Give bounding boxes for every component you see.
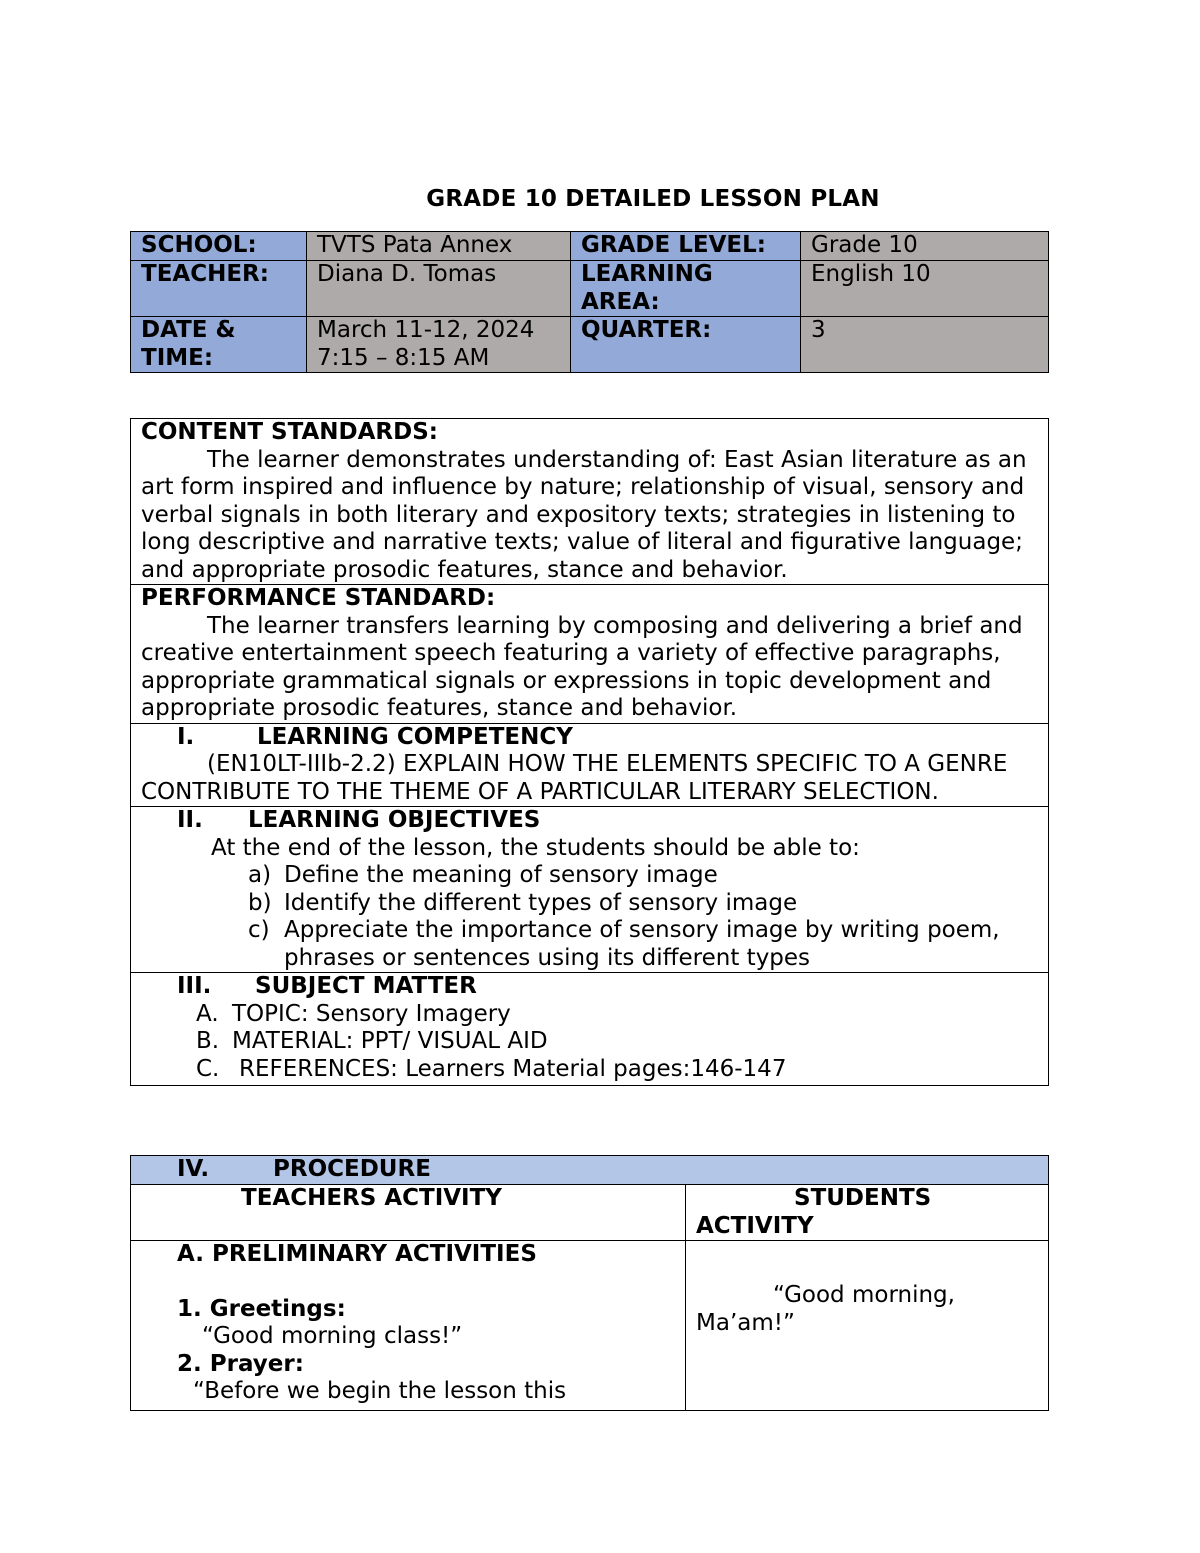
performance-standard-heading: PERFORMANCE STANDARD: — [141, 585, 496, 611]
quarter-value: 3 — [801, 317, 1049, 373]
content-standards-heading: CONTENT STANDARDS: — [141, 419, 439, 445]
learning-objectives-row — [131, 807, 1049, 973]
list-item: B. MATERIAL: PPT/ VISUAL AID — [196, 1028, 548, 1054]
info-table — [130, 231, 1049, 373]
school-value: TVTS Pata Annex — [307, 232, 571, 261]
date-time-label: DATE & TIME: — [131, 317, 307, 373]
learning-area-value: English 10 — [801, 261, 1049, 317]
learning-area-label: LEARNING AREA: — [571, 261, 801, 317]
objectives-intro: At the end of the lesson, the students should be able to: — [211, 834, 860, 861]
procedure-table — [130, 1155, 1049, 1411]
grade-level-label: GRADE LEVEL: — [571, 232, 801, 261]
list-item: C. REFERENCES: Learners Material pages:146-147 — [196, 1055, 787, 1082]
procedure-columns-row — [131, 1185, 1049, 1241]
teachers-activity-header: TEACHERS ACTIVITY — [131, 1185, 686, 1241]
competency-line-1: (EN10LT-IIIb-2.2) EXPLAIN HOW THE ELEMENTS SPECIFIC TO A GENRE — [207, 751, 1008, 777]
subject-matter-row — [131, 973, 1049, 1086]
greetings-text: “Good morning class!” — [202, 1323, 463, 1349]
procedure-heading: IV. PROCEDURE — [131, 1156, 1049, 1185]
subject-matter-heading: III. SUBJECT MATTER — [177, 973, 477, 999]
procedure-header-row — [131, 1156, 1049, 1185]
prayer-heading: 2. Prayer: — [177, 1350, 304, 1377]
teacher-value: Diana D. Tomas — [307, 261, 571, 317]
performance-standard-row — [131, 585, 1049, 724]
learning-objectives-heading: II. LEARNING OBJECTIVES — [177, 807, 541, 833]
competency-line-2: CONTRIBUTE TO THE THEME OF A PARTICULAR LITERARY SELECTION. — [141, 778, 939, 805]
school-label: SCHOOL: — [131, 232, 307, 261]
learning-competency-row — [131, 723, 1049, 807]
preliminary-activities-heading: A. PRELIMINARY ACTIVITIES — [177, 1241, 537, 1267]
list-item: b) Identify the different types of sensory image — [248, 889, 798, 916]
list-item: a) Define the meaning of sensory image — [248, 862, 718, 888]
date-time-value: March 11-12, 2024 7:15 – 8:15 AM — [307, 317, 571, 373]
student-response: “Good morning, Ma’am!” — [686, 1241, 1049, 1411]
content-standards-body: The learner demonstrates understanding of: East Asian literature as an art form inspired and influence by nature; relationship of visual, sensory and verbal signals in both literary and expository texts; strategies in listening to long descriptive and narrative texts; value of literal and figurative language; and appropriate prosodic features, stance and behavior. — [141, 446, 1027, 583]
students-activity-header: STUDENTS ACTIVITY — [686, 1185, 1049, 1241]
greetings-heading: 1. Greetings: — [177, 1295, 346, 1322]
preliminary-activities-row — [131, 1241, 1049, 1411]
prayer-text: “Before we begin the lesson this — [193, 1378, 567, 1404]
page-title: GRADE 10 DETAILED LESSON PLAN — [426, 186, 880, 212]
performance-standard-body: The learner transfers learning by composing and delivering a brief and creative entertainment speech featuring a variety of effective paragraphs, appropriate grammatical signals or expressions in topic development and appropriate prosodic features, stance and behavior. — [141, 612, 1023, 721]
content-standards-row — [131, 419, 1049, 585]
learning-competency-heading: I. LEARNING COMPETENCY — [177, 723, 573, 750]
teacher-label: TEACHER: — [131, 261, 307, 317]
grade-level-value: Grade 10 — [801, 232, 1049, 261]
list-item: c) Appreciate the importance of sensory image by writing poem, — [248, 917, 1000, 943]
list-item: A. TOPIC: Sensory Imagery — [196, 1000, 511, 1027]
list-item-continuation: phrases or sentences using its different types — [284, 944, 811, 971]
quarter-label: QUARTER: — [571, 317, 801, 373]
standards-table — [130, 418, 1049, 1086]
